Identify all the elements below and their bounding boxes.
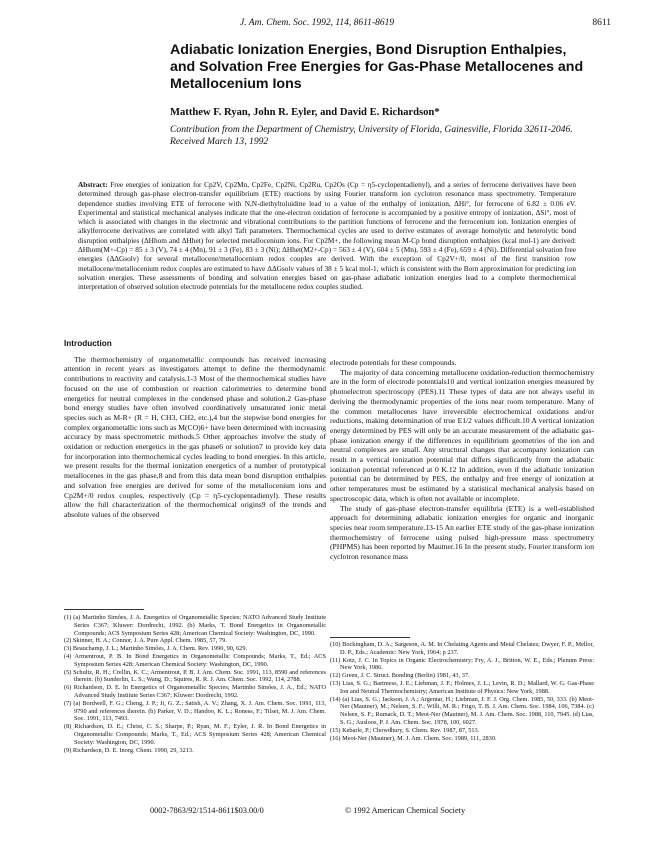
- left-column: [64, 339, 326, 520]
- footnote: (8) Richardson, D. E.; Christ, C. S.; Sharpe, P.; Ryan, M. F.; Eyler, J. R. In Bond Energetics in Organometallic Compounds; Marks, T., Ed.; ACS Symposium Series 428; American Chemical Society: Washington, DC, 1990.: [64, 723, 326, 746]
- body-paragraph: electrode potentials for these compounds.: [330, 358, 457, 367]
- footnote: (9) Richardson, D. E. Inorg. Chem. 1990, 29, 3213.: [64, 746, 194, 754]
- footnote: (4) Armentrout, P. B. In Bond Energetics in Organometallic Compounds; Marks, T., Ed.; ACS Symposium Series 428; American Chemical Society: Washington, DC, 1990.: [64, 652, 326, 668]
- footnote: (6) Richardson, D. E. In Energetics of Organometallic Species; Martinho Simões, J. A., Ed.; NATO Advanced Study Institute Series C367; Kluwer: Dordrecht, 1992.: [64, 684, 326, 699]
- footnote-divider: [64, 609, 144, 610]
- footnotes-right: [330, 641, 594, 742]
- body-paragraph: The study of gas-phase electron-transfer equilibria (ETE) is a well-established approach for determining adiabatic ionization energies for organic and inorganic species near room temperature.13-15 An earlier ETE study of the gas-phase ionization thermochemistry of ferrocene using pulsed high-pressure mass spectrometry (PHPMS) has been reported by Mautner.16 In the present study, Fourier transform ion cyclotron resonance mass: [330, 503, 594, 562]
- body-paragraph: The majority of data concerning metallocene oxidation-reduction thermochemistry are in the form of electrode potentials10 and vertical ionization energies measured by photoelectron spectroscopy (PES).11 These types of data are not always useful in deriving the thermodynamic properties of the ions near room temperature. Many of the common metallocenes have irreversible electrochemical oxidations and/or reductions, making determination of true E1/2 values difficult.10 A vertical ionization energy determined by PES will only be an accurate measurement of the adiabatic gas-phase ionization energy if the differences in equilibrium geometries of the ion and neutral complexes are small. Any structural changes that accompany ionization can result in a vertical ionization potential that differs significantly from the adiabatic ionization potential referenced at 0 K.12 In addition, even if the adiabatic ionization potential can be determined by PES, the enthalpy and free energy of ionization at other temperatures must be estimated by a statistical mechanical analysis based on spectroscopic data, which is often not available or incomplete.: [330, 367, 594, 503]
- body-paragraph: The thermochemistry of organometallic compounds has received increasing attention in recent years as investigators attempt to define the thermodynamic contributions to reactivity and catalysis.1-3 Most of the thermochemical studies have focused on the use of combustion or reaction calorimetries to determine bond energetics for neutral complexes in the condensed phase and solution.2 Gas-phase bond energy studies have often involved coordinatively unsaturated ionic metal species such as M-R+ (R = H, CH3, CH2, etc.),4 but the stepwise bond energies for complex organometallic ions such as M(CO)6+ have been determined with increasing accuracy by mass spectrometric methods.5 Other approaches involve the study of oxidation or reduction energetics in the gas phase6 or solution7 to provide key data for incorporation into thermochemical cycles leading to bond energies. In this article, we present results for the thermal ionization energetics of a number of prototypical metallocenes in the gas phase,8 and from this data mean bond disruption enthalpies and solvation free energies are derived for some of the metallocenium ions and Cp2M+/0 redox couples, respectively (Cp = η5-cyclopentadienyl). These results allow the full characterization of the thermochemical origins9 of the trends and absolute values of the observed: [64, 354, 326, 519]
- footnote: (12) Green, J. C. Struct. Bonding (Berlin) 1981, 43, 37.: [330, 672, 470, 680]
- running-header: [60, 18, 611, 32]
- journal-citation: J. Am. Chem. Soc. 1992, 114, 8611-8619: [240, 18, 395, 28]
- title-block: [170, 42, 590, 148]
- footnote: (15) Kebarle, P.; Chowdhury, S. Chem. Rev. 1987, 87, 513.: [330, 726, 480, 734]
- page-number: 8611: [592, 18, 611, 28]
- article-authors: Matthew F. Ryan, John R. Eyler, and David E. Richardson*: [170, 107, 440, 118]
- abstract: [78, 180, 576, 292]
- footnote: (11) Kotz, J. C. In Topics in Organic Electrochemistry; Fry, A. J., Britton, W. E., Eds.; Plenum Press: New York, 1986.: [330, 656, 594, 672]
- footnote: (14) (a) Lias, S. G.; Jackson, J. A.; Argentar, H.; Liebman, J. F. J. Org. Chem. 1985, 50, 333. (b) Meot-Ner (Mautner), M.; Nelsen, S. F.; Willi, M. R.; Frigo, T. B. J. Am. Chem. Soc. 1984, 106, 7384. (c) Nelsen, S. F.; Rumack, D. T.; Meot-Ner (Mautner), M. J. Am. Chem. Soc. 1988, 110, 7945. (d) Lias, S. G.; Ausloos, P. J. Am. Chem. Soc. 1978, 100, 6027.: [330, 695, 594, 726]
- footnote: (16) Meot-Ner (Mautner), M. J. Am. Chem. Soc. 1989, 111, 2830.: [330, 734, 497, 742]
- footnote: (5) Schultz, R. H.; Crellin, K. C.; Armentrout, P. B. J. Am. Chem. Soc. 1991, 113, 8590 and references therein. (b) Sunderlin, L. S.; Wang, D.; Squires, R. R. J. Am. Chem. Soc. 1992, 114, 2788.: [64, 668, 326, 684]
- article-code: 0002-7863/92/1514-8611$03.00/0: [150, 806, 264, 815]
- footnote: (10) Bockingham, D. A.; Sargeson, A. M. In Chelating Agents and Metal Chelates; Dwyer, F. P., Mellor, D. P., Eds.; Academic: New York, 1964; p 237.: [330, 641, 594, 656]
- footnote: (7) (a) Bordwell, F. G.; Cheng, J. P.; Ji, G. Z.; Satish, A. V.; Zhang, X. J. Am. Chem. Soc. 1991, 113, 9790 and references therein. (b) Parker, V. D.; Handoo, K. L.; Roness, F.; Tilset, M. J. Am. Chem. Soc. 1991, 113, 7493.: [64, 699, 326, 723]
- footnote: (13) Lias, S. G.; Bartmess, J. E.; Liebman, J. F.; Holmes, J. L.; Levin, R. D.; Mallard, W. G. Gas-Phase Ion and Neutral Thermochemistry; American Institute of Physics: New York, 1988.: [330, 679, 594, 695]
- footnote: (2) Skinner, H. A.; Connor, J. A. Pure Appl. Chem. 1985, 57, 79.: [64, 637, 227, 645]
- footnotes-left: [64, 614, 326, 754]
- abstract-text: Free energies of ionization for Cp2V, Cp2Mn, Cp2Fe, Cp2Ni, Cp2Ru, Cp2Os (Cp = η5-cyclopentadienyl), and a series of ferrocene derivatives have been determined through gas-phase electron-transfer equilibrium (ETE) reactions by using Fourier transform ion cyclotron resonance mass spectrometry. Temperature dependence studies involving ETE of ferrocene with N,N-diethyltoluidine lead to a value of the enthalpy of ionization, ΔHi°, for ferrocene of 6.82 ± 0.06 eV. Experimental and statistical mechanical analyses indicate that the one-electron oxidation of ferrocene is accompanied by a positive entropy of ionization, ΔSi°, most of which is associated with changes in the electronic and vibrational contributions to the partition functions of ferrocene and the ferrocenium ion. Ionization energies of alkylferrocene derivatives are correlated with alkyl Taft parameters. Thermochemical cycles are used to derive estimates of average homolytic and heterolytic bond disruption enthalpies (ΔHhom and ΔHhet) for selected metallocenium ions. For Cp2M+, the following mean M-Cp bond disruption enthalpies (kcal mol-1) are derived: ΔHhom(M+-Cp) = 85 ± 3 (V), 74 ± 4 (Mn), 91 ± 3 (Fe), 83 ± 3 (Ni); ΔHhet(M2+-Cp) = 563 ± 4 (V), 604 ± 5 (Mn), 593 ± 4 (Fe), 659 ± 4 (Ni). Differential solvation free energies (ΔΔGsolv) for several metallocene/metallocenium redox couples are derived. With the exception of Cp2V+/0, most of the first transition row metallocene/metallocenium redox couples are estimated to have ΔΔGsolv values of 38 ± 5 kcal mol-1, which is consistent with the Born approximation for predicting ion solvation energies. These assessments of bonding and solvation energies based on gas-phase adiabatic ionization energies lead to a complete thermochemical interpretation of observed solution electrode potentials for the metallocene redox couples studied.: [78, 180, 576, 292]
- footnote: (1) (a) Martinho Simões, J. A. Energetics of Organometallic Species; NATO Advanced Study Institute Series C367; Kluwer: Dordrecht, 1992. (b) Marks, T. Bond Energetics in Organometallic Compounds; ACS Symposium Series 428; American Chemical Society: Washington, DC, 1990.: [64, 614, 326, 637]
- abstract-label: Abstract:: [78, 180, 108, 189]
- article-affiliation: Contribution from the Department of Chemistry, University of Florida, Gainesville, Florida 32611-2046. Received March 13, 1992: [170, 124, 573, 147]
- section-heading-introduction: Introduction: [64, 339, 112, 348]
- footnote: (3) Beauchamp, J. L.; Martinho Simões, J. A. Chem. Rev. 1990, 90, 629.: [64, 645, 248, 653]
- article-title: Adiabatic Ionization Energies, Bond Disruption Enthalpies, and Solvation Free Energies for Gas-Phase Metallocenes and Metallocenium Ions: [170, 42, 584, 92]
- copyright-notice: © 1992 American Chemical Society: [345, 806, 466, 815]
- right-column: [330, 358, 594, 562]
- footnote-divider: [330, 637, 410, 638]
